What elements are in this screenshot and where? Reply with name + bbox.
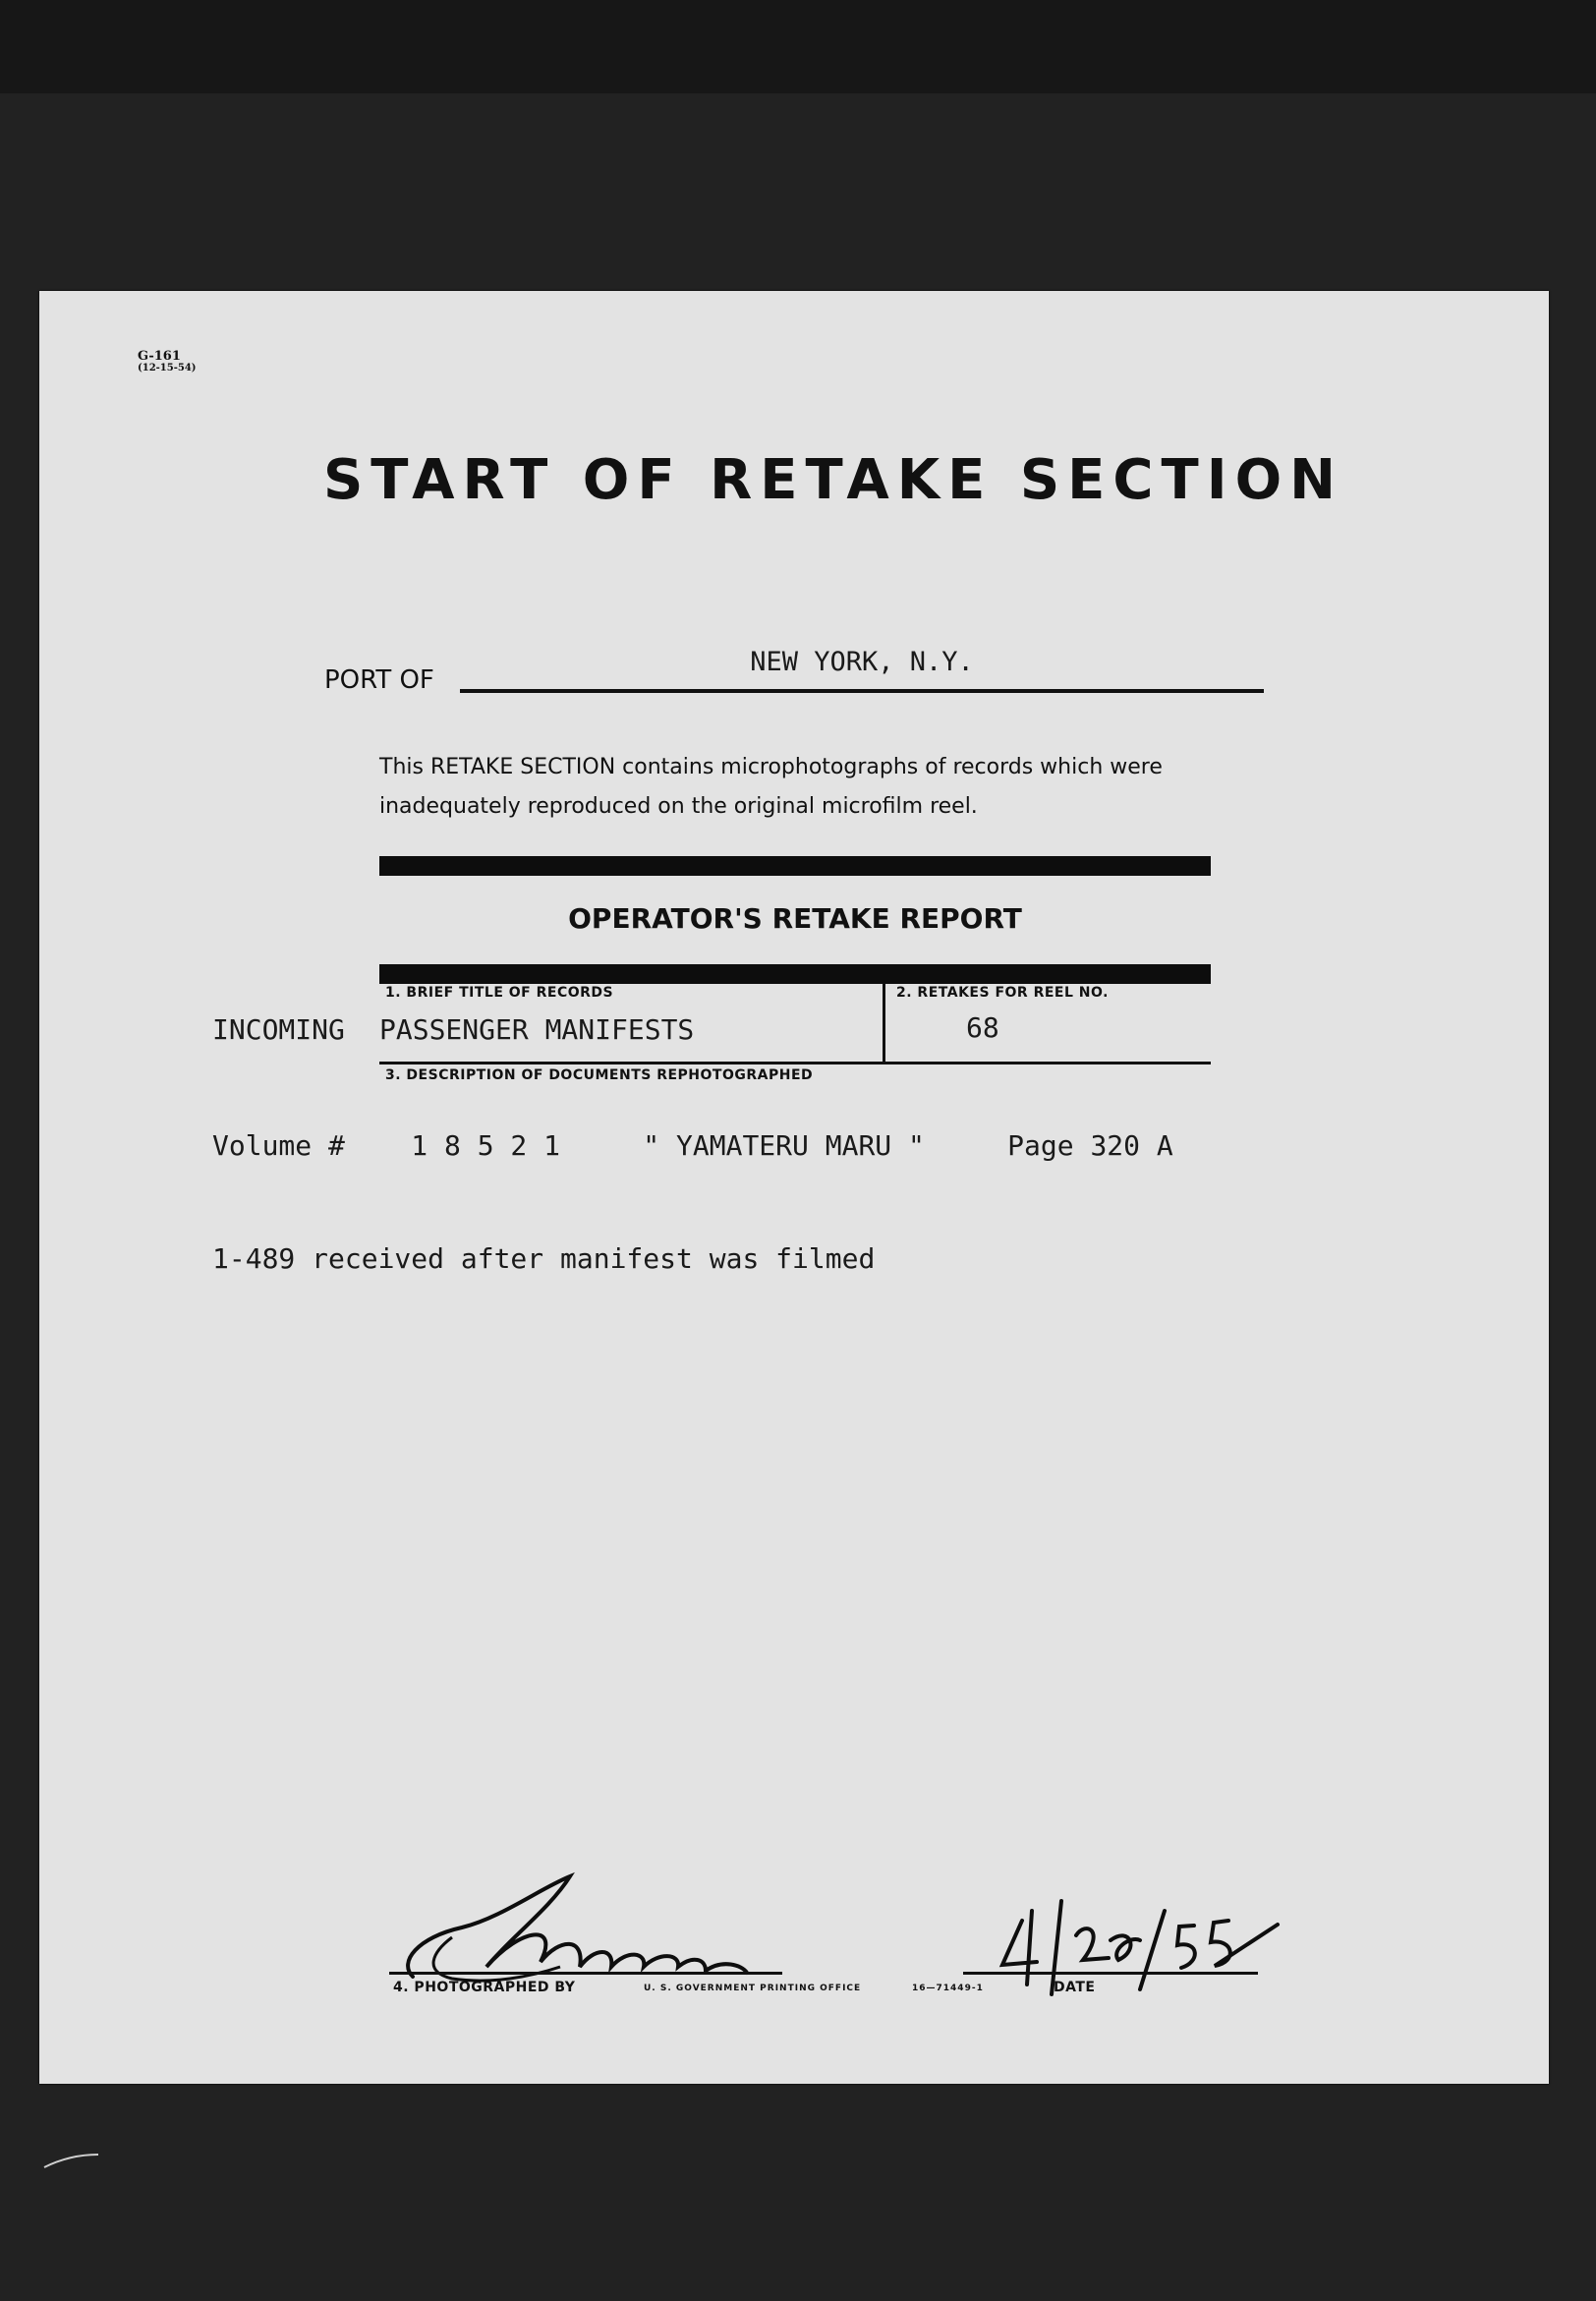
printer-note: U. S. GOVERNMENT PRINTING OFFICE xyxy=(644,1984,862,1993)
film-edge xyxy=(0,0,1596,93)
divider-bar-top xyxy=(379,856,1211,876)
description-line-note: 1-489 received after manifest was filmed xyxy=(212,1242,876,1275)
description-line-volume: Volume # 1 8 5 2 1 " YAMATERU MARU " Page 320 A xyxy=(212,1129,1173,1162)
form-number: G-161 xyxy=(138,349,181,364)
field3-label: 3. DESCRIPTION OF DOCUMENTS REPHOTOGRAPHED xyxy=(385,1067,814,1083)
field1-value-incoming: INCOMING xyxy=(212,1013,345,1046)
form-revision-date: (12-15-54) xyxy=(138,362,197,374)
page-title: START OF RETAKE SECTION xyxy=(322,448,1344,512)
field2-value: 68 xyxy=(966,1011,999,1044)
form-code xyxy=(138,350,197,374)
handwritten-date xyxy=(993,1891,1287,1999)
intro-text: This RETAKE SECTION contains microphotographs of records which were inadequately reproduced on the original microfilm reel. xyxy=(379,755,1163,819)
field1-label: 1. BRIEF TITLE OF RECORDS xyxy=(385,985,614,1001)
port-underline xyxy=(460,689,1264,693)
film-scratch xyxy=(0,2133,157,2192)
divider-bar-report xyxy=(379,964,1211,984)
field2-label: 2. RETAKES FOR REEL NO. xyxy=(896,985,1109,1001)
port-value: NEW YORK, N.Y. xyxy=(750,647,974,677)
retake-form-sheet xyxy=(39,291,1549,2084)
photographed-by-line xyxy=(389,1972,782,1975)
field1-value-title: PASSENGER MANIFESTS xyxy=(379,1013,695,1046)
date-label: DATE xyxy=(1054,1980,1096,1995)
field-baseline xyxy=(379,1062,1211,1064)
printer-code: 16—71449-1 xyxy=(912,1984,984,1993)
report-title: OPERATOR'S RETAKE REPORT xyxy=(568,902,1022,935)
port-label: PORT OF xyxy=(324,665,434,695)
field-divider xyxy=(883,983,885,1064)
field4-label: 4. PHOTOGRAPHED BY xyxy=(393,1980,576,1995)
